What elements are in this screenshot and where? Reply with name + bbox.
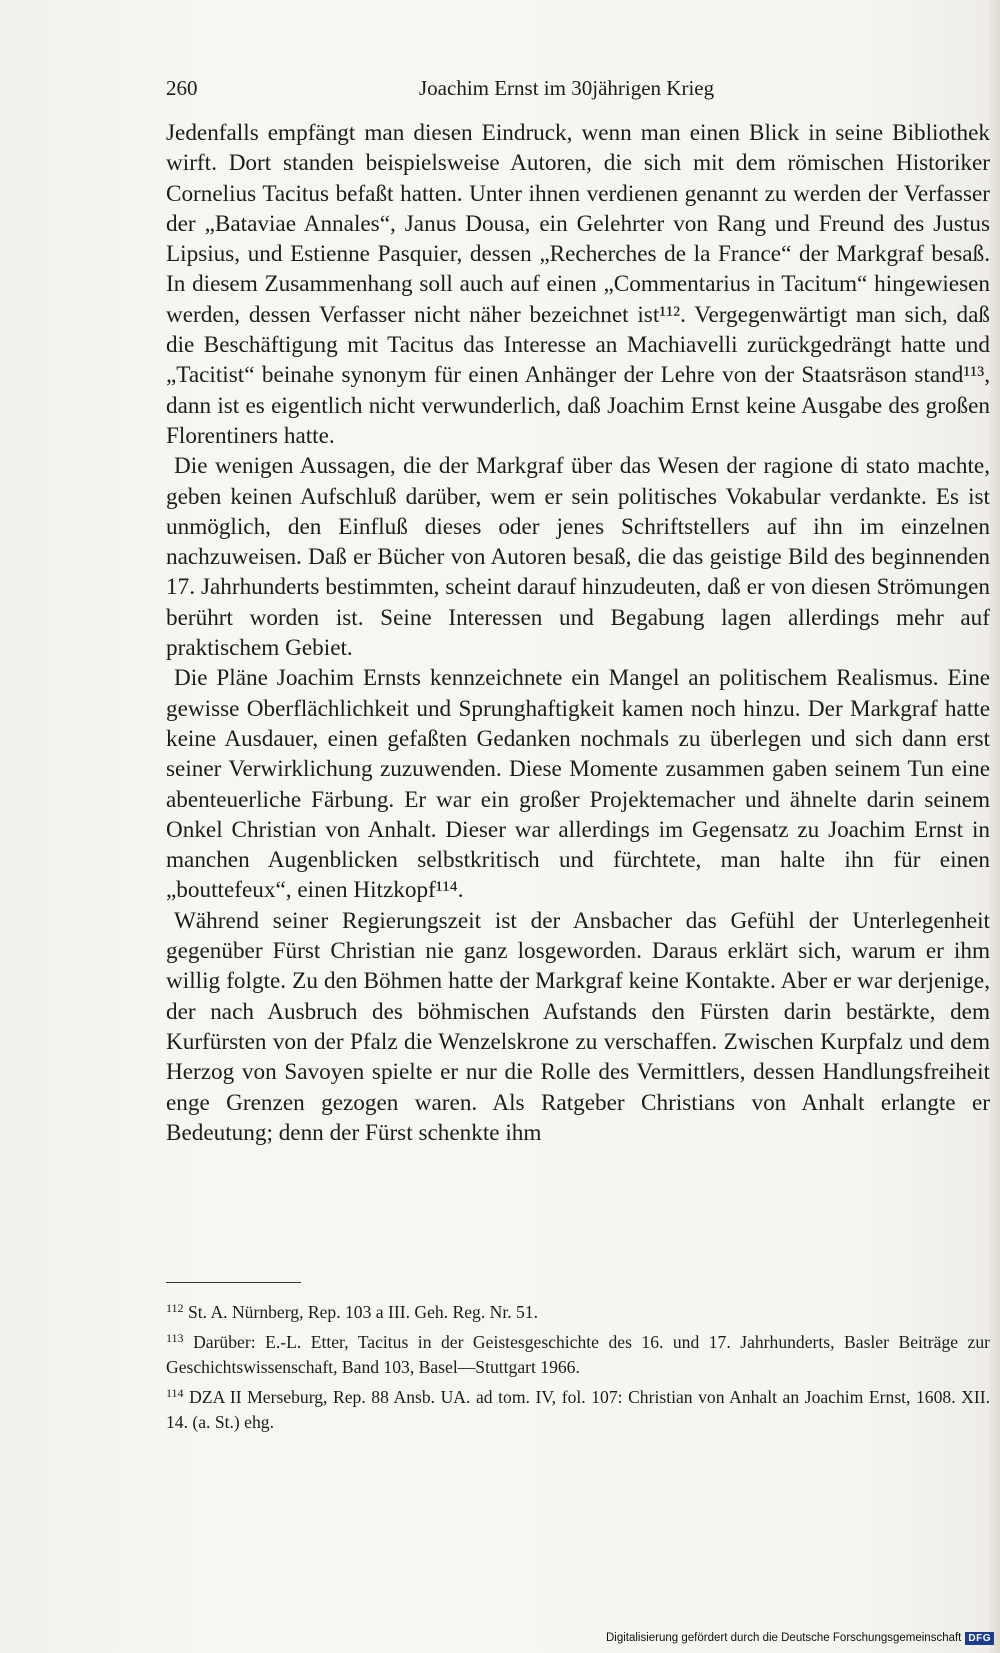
running-title: Joachim Ernst im 30jährigen Krieg [419, 76, 715, 100]
footnote-112 [166, 1296, 990, 1326]
footnote-number: 114 [166, 1385, 184, 1400]
page-header [166, 76, 990, 102]
dfg-logo: DFG [965, 1632, 994, 1645]
footnote-number: 113 [166, 1330, 184, 1345]
footnote-separator [166, 1282, 301, 1283]
page-edge [990, 0, 1000, 1653]
paragraph-4: Während seiner Regierungszeit ist der Ansbacher das Gefühl der Unterlegenheit gegenüber Fürst Christian nie ganz losgeworden. Daraus erklärt sich, warum er ihm willig folgte. Zu den Böhmen hatte der Markgraf keine Kontakte. Aber er war derjenige, der nach Ausbruch des böhmischen Aufstands den Fürsten darin bestärkte, dem Kurfürsten von der Pfalz die Wenzelskrone zu verschaffen. Zwischen Kurpfalz und dem Herzog von Savoyen spielte er nur die Rolle des Vermittlers, dessen Handlungsfreiheit enge Grenzen gezogen waren. Als Ratgeber Christians von Anhalt erlangte er Bedeutung; denn der Fürst schenkte ihm [166, 907, 990, 1146]
footnote-number: 112 [166, 1301, 184, 1315]
footnotes [166, 1296, 990, 1436]
page-number: 260 [166, 76, 198, 100]
paragraph-1: Jedenfalls empfängt man diesen Eindruck, wenn man einen Blick in seine Bibliothek wirft. Dort standen beispielsweise Autoren, die sich mit dem römischen Historiker Cornelius Tacitus befaßt hatten. Unter ihnen verdienen genannt zu werden der Verfasser der „Bataviae Annales“, Janus Dousa, ein Gelehrter von Rang und Freund des Justus Lipsius, und Estienne Pasquier, dessen „Recherches de la France“ der Markgraf besaß. In diesem Zusammenhang soll auch auf einen „Commentarius in Tacitum“ hingewiesen werden, dessen Verfasser nicht näher bezeichnet ist¹¹². Vergegenwärtigt man sich, daß die Beschäftigung mit Tacitus das Interesse an Machiavelli zurückgedrängt hatte und „Tacitist“ beinahe synonym für einen Anhänger der Lehre von der Staatsräson stand¹¹³, dann ist es eigentlich nicht verwunderlich, daß Joachim Ernst keine Ausgabe des großen Florentiners hatte. [166, 120, 990, 449]
footnote-text: Darüber: E.-L. Etter, Tacitus in der Geistesgeschichte des 16. und 17. Jahrhunderts, Basler Beiträge zur Geschichtswissenschaft, Band 103, Basel—Stuttgart 1966. [166, 1331, 991, 1377]
footnote-114 [166, 1381, 990, 1436]
body-text [166, 118, 990, 1148]
credit-text: Digitalisierung gefördert durch die Deutsche Forschungsgemeinschaft [605, 1632, 962, 1644]
footnote-text: St. A. Nürnberg, Rep. 103 a III. Geh. Reg. Nr. 51. [187, 1302, 539, 1322]
digitization-credit [606, 1629, 994, 1647]
paragraph-3: Die Pläne Joachim Ernsts kennzeichnete ein Mangel an politischem Realismus. Eine gewisse Oberflächlichkeit und Sprunghaftigkeit kamen noch hinzu. Der Markgraf hatte keine Ausdauer, einen gefaßten Gedanken nochmals zu überlegen und sich dann erst seiner Verwirklichung zuzuwenden. Diese Momente zusammen gaben seinem Tun eine abenteuerliche Färbung. Er war ein großer Projektemacher und ähnelte darin seinem Onkel Christian von Anhalt. Dieser war allerdings im Gegensatz zu Joachim Ernst in manchen Augenblicken selbstkritisch und fürchtete, man halte ihn für einen „bouttefeux“, einen Hitzkopf¹¹⁴. [166, 665, 990, 904]
footnote-113 [166, 1326, 990, 1381]
footnote-text: DZA II Merseburg, Rep. 88 Ansb. UA. ad tom. IV, fol. 107: Christian von Anhalt an Joachim Ernst, 1608. XII. 14. (a. St.) ehg. [166, 1386, 990, 1432]
paragraph-2: Die wenigen Aussagen, die der Markgraf über das Wesen der ragione di stato machte, geben keinen Aufschluß darüber, wem er sein politisches Vokabular verdankte. Es ist unmöglich, den Einfluß dieses oder jenes Schriftstellers auf ihn im einzelnen nachzuweisen. Daß er Bücher von Autoren besaß, die das geistige Bild des beginnenden 17. Jahrhunderts bestimmten, scheint darauf hinzudeuten, daß er von diesen Strömungen berührt worden ist. Seine Interessen und Begabung lagen allerdings mehr auf praktischem Gebiet. [166, 453, 990, 662]
